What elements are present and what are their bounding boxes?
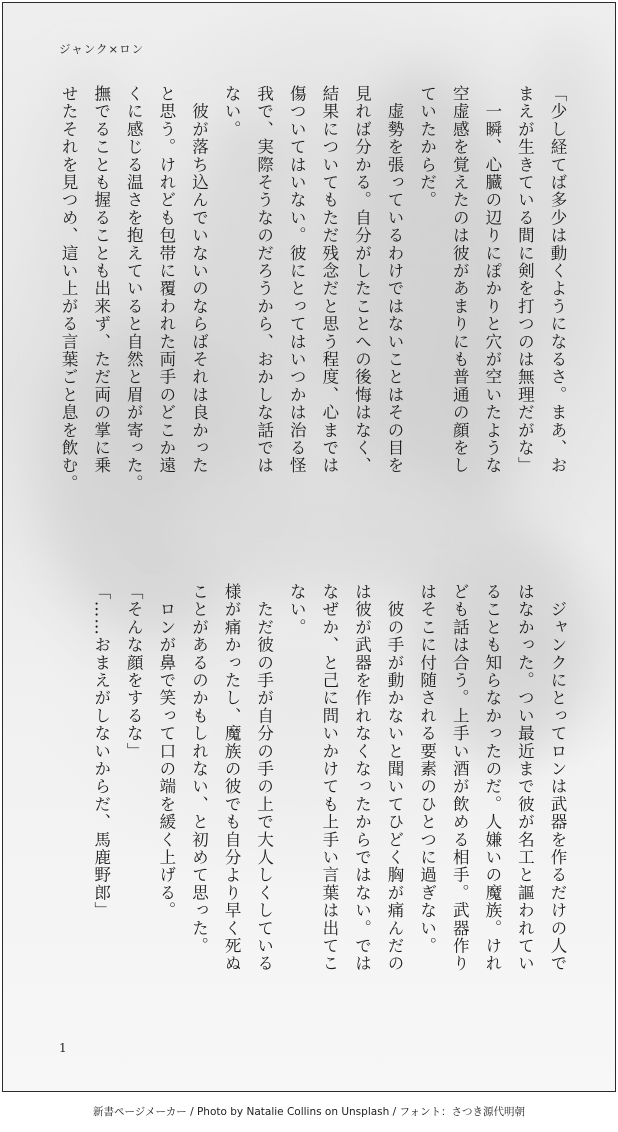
text-line: 空虚感を覚えたのは彼があまりにも普通の顔をし [450,85,470,475]
text-line: 一瞬、心臓の辺りにぽかりと穴が空いたような [482,85,502,475]
text-line: はそこに付随される要素のひとつに過ぎない。 [417,583,437,955]
text-line: くに感じる温さを抱えていると自然と眉が寄った。 [124,85,144,493]
upper-tier [53,85,573,515]
text-line: は彼が武器を作れなくなったからではない。では [352,583,372,973]
text-line: 結果についてもただ残念だと思う程度、心までは [319,85,339,475]
text-line: 虚勢を張っているわけではないことはその目を [385,85,405,475]
credit-line: 新書ページメーカー / Photo by Natalie Collins on Unsplash / フォント：さつき源代明朝 [93,1106,525,1118]
text-line: はなかった。つい最近まで彼が名工と謳われてい [515,583,535,973]
text-line: 「……おまえがしないからだ、馬鹿野郎」 [91,583,111,920]
text-line: まえが生きている間に剣を打つのは無理だがな」 [515,85,535,475]
text-line: ども話は合う。上手い酒が飲める相手。武器作り [450,583,470,973]
text-line: 様が痛かったし、魔族の彼でも自分より早く死ぬ [222,583,242,973]
text-line: 「そんな顔をするな」 [124,583,144,760]
text-line: ただ彼の手が自分の手の上で大人しくしている [254,583,274,973]
text-line: なぜか、と己に問いかけても上手い言葉は出てこ [319,583,339,973]
text-line: ることも知らなかったのだ。人嫌いの魔族。けれ [482,583,502,973]
text-line: 彼の手が動かないと聞いてひどく胸が痛んだの [385,583,405,973]
text-line: ない。 [287,583,307,637]
text-line: ことがあるのかもしれない、と初めて思った。 [189,583,209,955]
page-number: 1 [59,1041,67,1055]
upper-tier-lines [53,85,573,515]
running-title: ジャンク×ロン [59,42,145,56]
text-line: 傷ついてはいない。彼にとってはいつかは治る怪 [287,85,307,475]
text-line: 我で、実際そうなのだろうから、おかしな話では [254,85,274,475]
book-page [2,2,616,1092]
lower-tier-lines [53,583,573,1003]
text-line: せたそれを見つめ、這い上がる言葉ごと息を飲む。 [59,85,79,493]
vertical-body-text [53,85,573,973]
text-line: ない。 [222,85,242,139]
text-line: ジャンクにとってロンは武器を作るだけの人で [548,583,567,973]
text-line: 「少し経てば多少は動くようになるさ。まあ、お [548,85,567,475]
text-line: 彼が落ち込んでいないのならばそれは良かった [189,85,209,475]
lower-tier [53,583,573,1003]
text-line: ロンが鼻で笑って口の端を緩く上げる。 [156,583,176,920]
text-line: ていたからだ。 [417,85,437,209]
text-line: 撫でることも握ることも出来ず、ただ両の掌に乗 [91,85,111,475]
text-line: 見れば分かる。自分がしたことへの後悔はなく、 [352,85,372,475]
text-line: と思う。けれども包帯に覆われた両手のどこか遠 [156,85,176,475]
